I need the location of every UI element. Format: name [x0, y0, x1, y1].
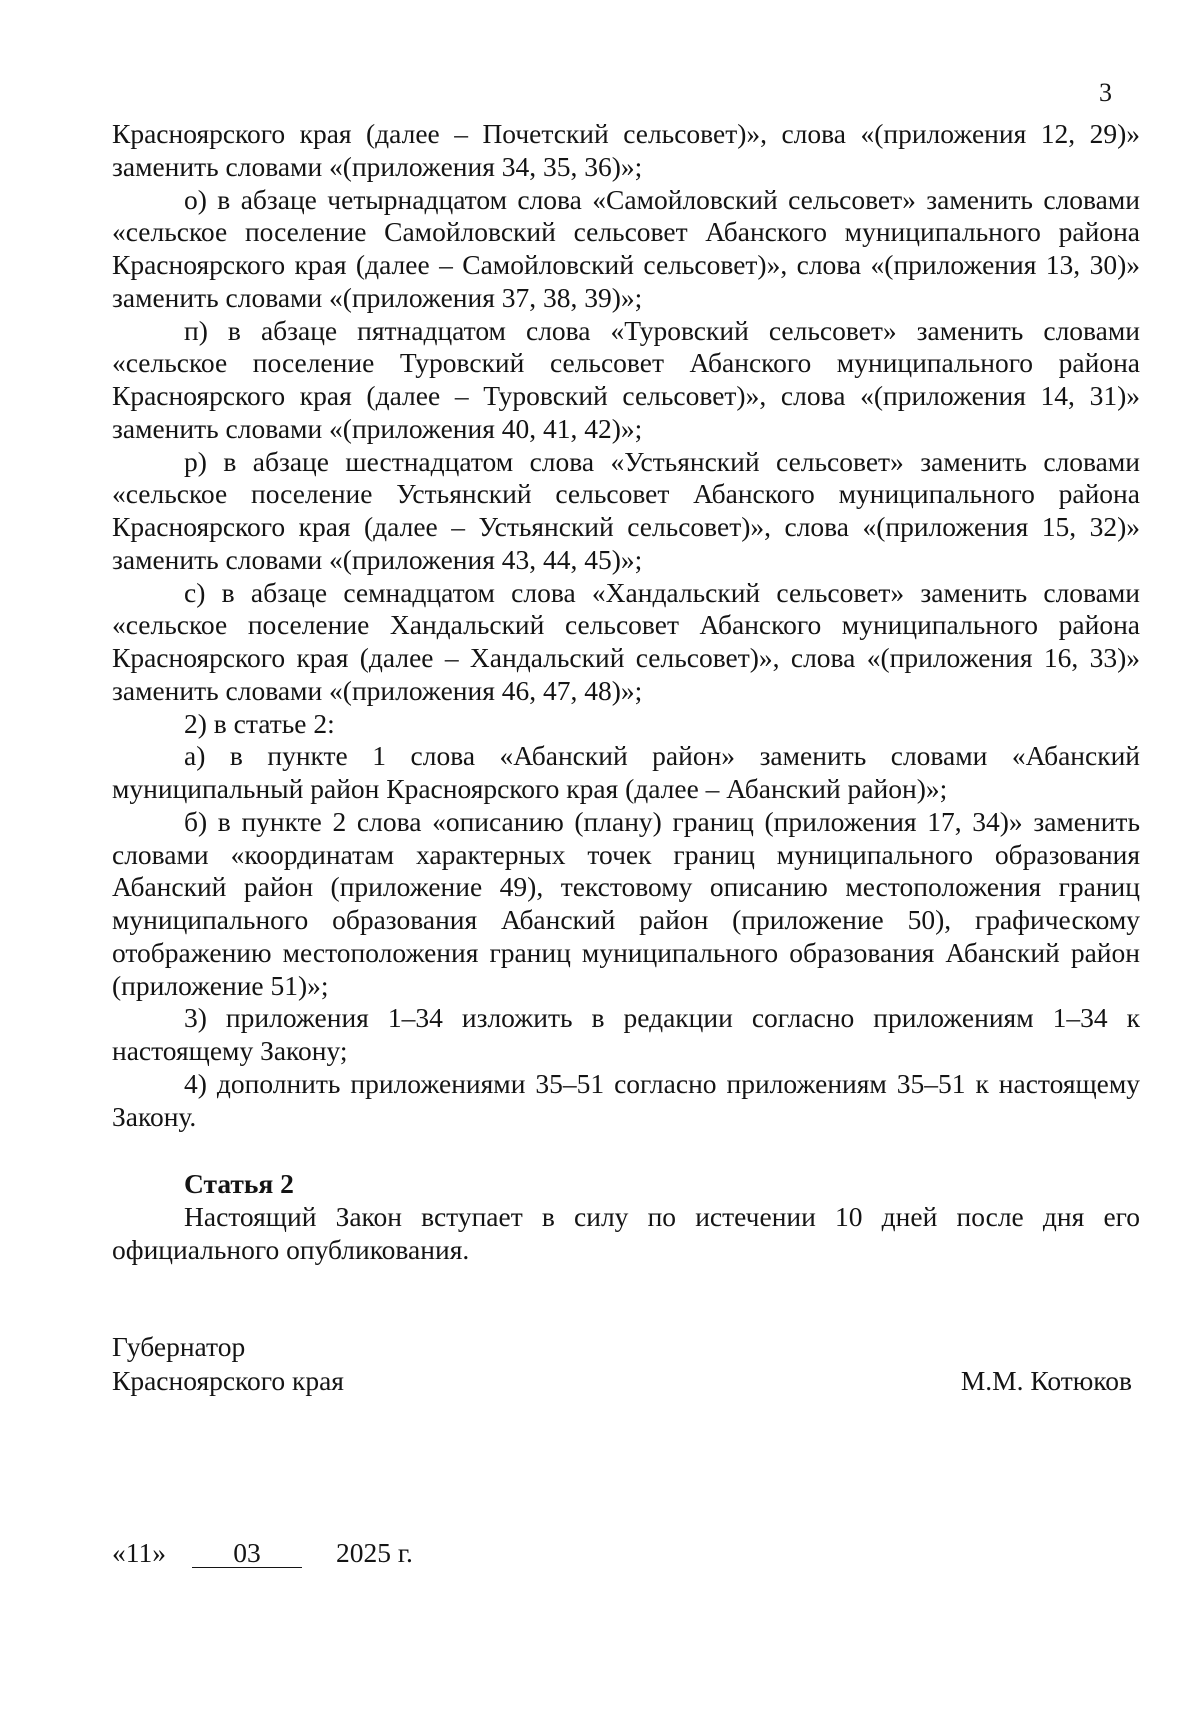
article-heading: Статья 2	[184, 1168, 294, 1199]
signature-block	[112, 1330, 1132, 1398]
page-number: 3	[1099, 78, 1112, 107]
paragraph: р) в абзаце шестнадцатом слова «Устьянский сельсовет» заменить словами «сельское поселение Устьянский сельсовет Абанского муниципального района Красноярского края (далее – Устьянский сельсовет)», слова «(приложения 15, 32)» заменить словами «(приложения 43, 44, 45)»;	[112, 445, 1140, 575]
paragraph: б) в пункте 2 слова «описанию (плану) границ (приложения 17, 34)» заменить словами «координатам характерных точек границ муниципального образования Абанский район (приложение 49), текстовому описанию местоположения границ муниципального образования Абанский район (приложение 50), графическому отображению местоположения границ муниципального образования Абанский район (приложение 51)»;	[112, 805, 1140, 1001]
signing-date	[112, 1536, 413, 1570]
date-day: «11»	[112, 1537, 166, 1568]
date-year: 2025 г.	[335, 1537, 413, 1568]
paragraph: 3) приложения 1–34 изложить в редакции согласно приложениям 1–34 к настоящему Закону;	[112, 1002, 1140, 1066]
signatory-title-line2: Красноярского края	[112, 1365, 344, 1396]
signatory-name: М.М. Котюков	[960, 1365, 1132, 1396]
paragraph: о) в абзаце четырнадцатом слова «Самойловский сельсовет» заменить словами «сельское поселение Самойловский сельсовет Абанского муниципального района Красноярского края (далее – Самойловский сельсовет)», слова «(приложения 13, 30)» заменить словами «(приложения 37, 38, 39)»;	[112, 183, 1140, 313]
paragraph: п) в абзаце пятнадцатом слова «Туровский сельсовет» заменить словами «сельское поселение Туровский сельсовет Абанского муниципального района Красноярского края (далее – Туровский сельсовет)», слова «(приложения 14, 31)» заменить словами «(приложения 40, 41, 42)»;	[112, 314, 1140, 444]
article-2	[112, 1168, 1140, 1266]
article-text: Настоящий Закон вступает в силу по истечении 10 дней после дня его официального опубликования.	[112, 1200, 1140, 1265]
paragraph: Красноярского края (далее – Почетский сельсовет)», слова «(приложения 12, 29)» заменить словами «(приложения 34, 35, 36)»;	[112, 118, 1140, 182]
amendments-text	[112, 118, 1140, 1133]
paragraph: а) в пункте 1 слова «Абанский район» заменить словами «Абанский муниципальный район Красноярского края (далее – Абанский район)»;	[112, 740, 1140, 804]
paragraph: с) в абзаце семнадцатом слова «Хандальский сельсовет» заменить словами «сельское поселение Хандальский сельсовет Абанского муниципального района Красноярского края (далее – Хандальский сельсовет)», слова «(приложения 16, 33)» заменить словами «(приложения 46, 47, 48)»;	[112, 576, 1140, 706]
signatory-title-line1: Губернатор	[112, 1331, 246, 1362]
paragraph: 4) дополнить приложениями 35–51 согласно приложениям 35–51 к настоящему Закону.	[112, 1067, 1140, 1132]
date-month: 03	[192, 1539, 302, 1568]
paragraph: 2) в статье 2:	[184, 707, 335, 739]
